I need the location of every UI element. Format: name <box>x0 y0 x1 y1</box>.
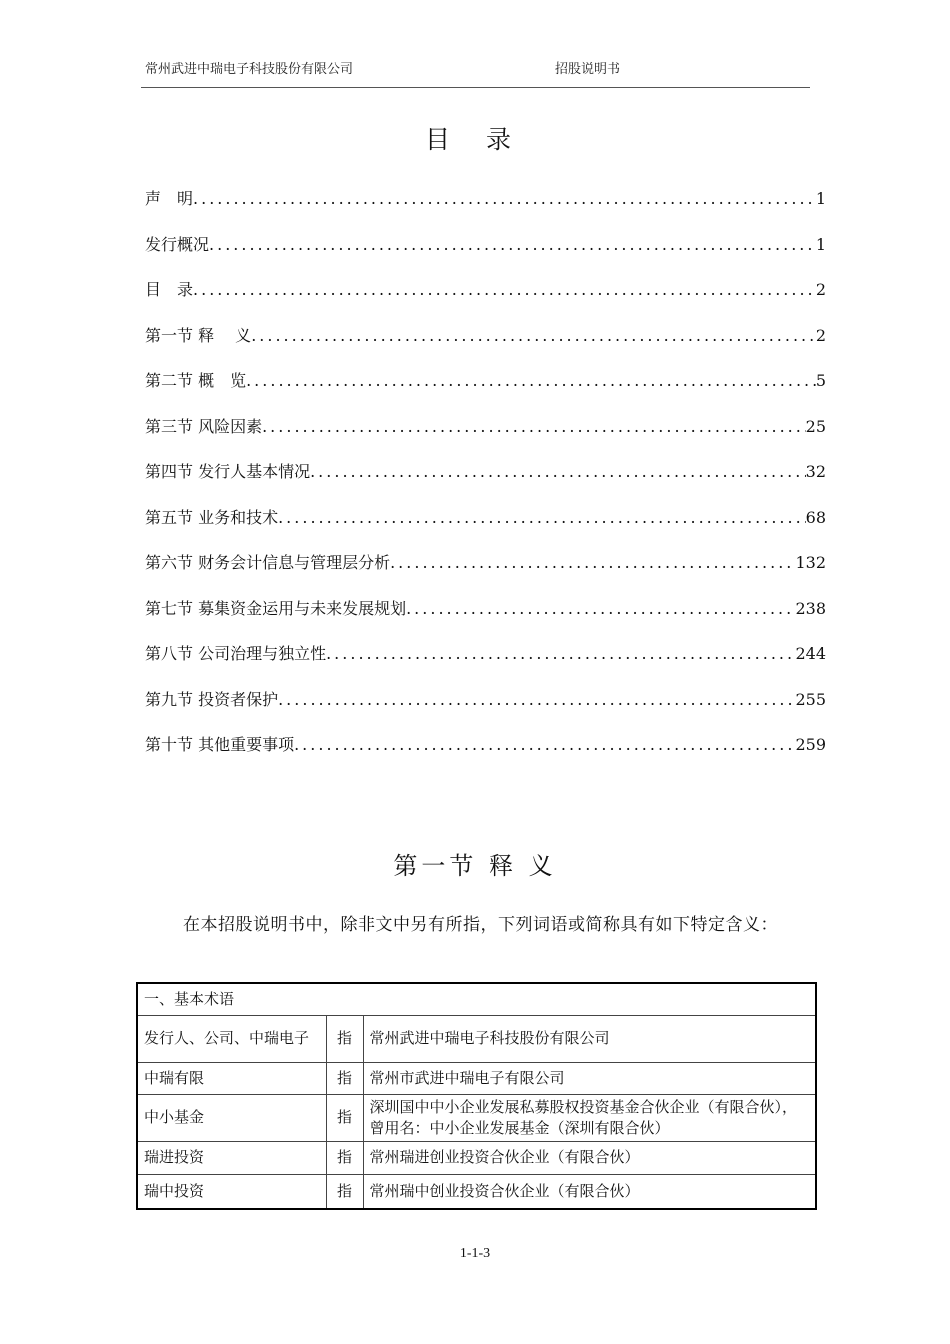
toc-entry[interactable] <box>145 459 826 505</box>
toc-entry[interactable] <box>145 641 826 687</box>
toc-entry-label: 第六节 财务会计信息与管理层分析 <box>145 553 391 572</box>
toc-leader-dots <box>294 735 795 754</box>
toc-entry-page: 1 <box>815 189 826 208</box>
toc-entry[interactable] <box>145 323 826 369</box>
definition-cell: 常州武进中瑞电子科技股份有限公司 <box>363 1015 816 1062</box>
ref-cell: 指 <box>326 1062 363 1094</box>
toc-leader-dots <box>246 371 816 390</box>
toc-entry[interactable] <box>145 277 826 323</box>
ref-cell: 指 <box>326 1094 363 1141</box>
toc-entry-label: 第二节 概 览 <box>145 371 247 390</box>
toc-entry-page: 2 <box>815 280 826 299</box>
toc-entry[interactable] <box>145 687 826 733</box>
page-number: 1-1-3 <box>459 1246 491 1261</box>
definition-cell: 常州瑞进创业投资合伙企业（有限合伙） <box>363 1141 816 1174</box>
toc-leader-dots <box>310 462 806 481</box>
toc-entry-label: 第五节 业务和技术 <box>145 507 279 527</box>
toc-entry-label: 第四节 发行人基本情况 <box>145 462 311 481</box>
definition-cell: 常州瑞中创业投资合伙企业（有限合伙） <box>363 1174 816 1209</box>
toc-entry-page: 255 <box>795 689 826 709</box>
toc-leader-dots <box>406 599 795 618</box>
table-row <box>137 1094 816 1141</box>
toc-entry[interactable] <box>145 368 826 414</box>
toc-title: 目 录 <box>425 125 525 154</box>
toc-leader-dots <box>390 553 795 572</box>
header-doc-title: 招股说明书 <box>555 62 621 77</box>
toc-leader-dots <box>251 326 816 345</box>
table-group-heading: 一、基本术语 <box>137 983 816 1015</box>
header-company: 常州武进中瑞电子科技股份有限公司 <box>145 62 354 77</box>
toc-entry[interactable] <box>145 596 826 642</box>
toc-entry[interactable] <box>145 232 826 278</box>
toc-entry-label: 第十节 其他重要事项 <box>145 735 295 754</box>
toc-leader-dots <box>326 644 795 663</box>
term-cell: 中瑞有限 <box>137 1062 326 1094</box>
toc-entry-label: 第一节 释 义 <box>145 325 252 345</box>
ref-cell: 指 <box>326 1141 363 1174</box>
intro-paragraph: 在本招股说明书中，除非文中另有所指，下列词语或简称具有如下特定含义： <box>183 915 778 935</box>
table-row <box>137 1015 816 1062</box>
toc-leader-dots <box>193 189 816 208</box>
definitions-table <box>136 982 817 1210</box>
definition-cell: 常州市武进中瑞电子有限公司 <box>363 1062 816 1094</box>
toc-entry-page: 32 <box>805 462 826 481</box>
toc-entry-label: 第七节 募集资金运用与未来发展规划 <box>145 598 407 618</box>
ref-cell: 指 <box>326 1174 363 1209</box>
toc-entry-page: 259 <box>795 735 826 754</box>
toc-entry[interactable] <box>145 505 826 551</box>
toc-leader-dots <box>193 280 816 299</box>
toc-leader-dots <box>278 508 806 527</box>
toc-entry-page: 5 <box>815 371 826 390</box>
term-cell: 发行人、公司、中瑞电子 <box>137 1015 326 1062</box>
toc-entry-page: 1 <box>815 234 826 254</box>
toc-leader-dots <box>278 690 795 709</box>
table-row <box>137 1062 816 1094</box>
toc-entry-label: 目 录 <box>145 280 194 299</box>
header-divider <box>141 87 810 88</box>
toc-entry-page: 68 <box>805 507 826 527</box>
toc-entry-label: 声 明 <box>145 189 194 208</box>
toc-entry[interactable] <box>145 550 826 596</box>
toc-entry-page: 25 <box>805 416 826 436</box>
toc-entry-page: 238 <box>795 598 826 618</box>
table-row <box>137 1174 816 1209</box>
toc-entry-label: 第三节 风险因素 <box>145 416 263 436</box>
toc-entry-label: 第九节 投资者保护 <box>145 689 279 709</box>
toc-entry[interactable] <box>145 186 826 232</box>
table-of-contents <box>145 186 826 778</box>
term-cell: 瑞进投资 <box>137 1141 326 1174</box>
definition-cell: 深圳国中中小企业发展私募股权投资基金合伙企业（有限合伙），曾用名：中小企业发展基金（深圳有限合伙） <box>363 1094 816 1141</box>
toc-entry-label: 发行概况 <box>145 234 210 254</box>
toc-entry-page: 2 <box>815 325 826 345</box>
toc-leader-dots <box>262 417 806 436</box>
toc-entry[interactable] <box>145 732 826 778</box>
table-row <box>137 1141 816 1174</box>
toc-entry-page: 244 <box>795 644 826 663</box>
section-title: 第一节 释 义 <box>393 852 557 880</box>
ref-cell: 指 <box>326 1015 363 1062</box>
toc-entry[interactable] <box>145 414 826 460</box>
term-cell: 中小基金 <box>137 1094 326 1141</box>
term-cell: 瑞中投资 <box>137 1174 326 1209</box>
toc-entry-page: 132 <box>795 553 826 572</box>
toc-entry-label: 第八节 公司治理与独立性 <box>145 644 327 663</box>
toc-leader-dots <box>209 235 816 254</box>
